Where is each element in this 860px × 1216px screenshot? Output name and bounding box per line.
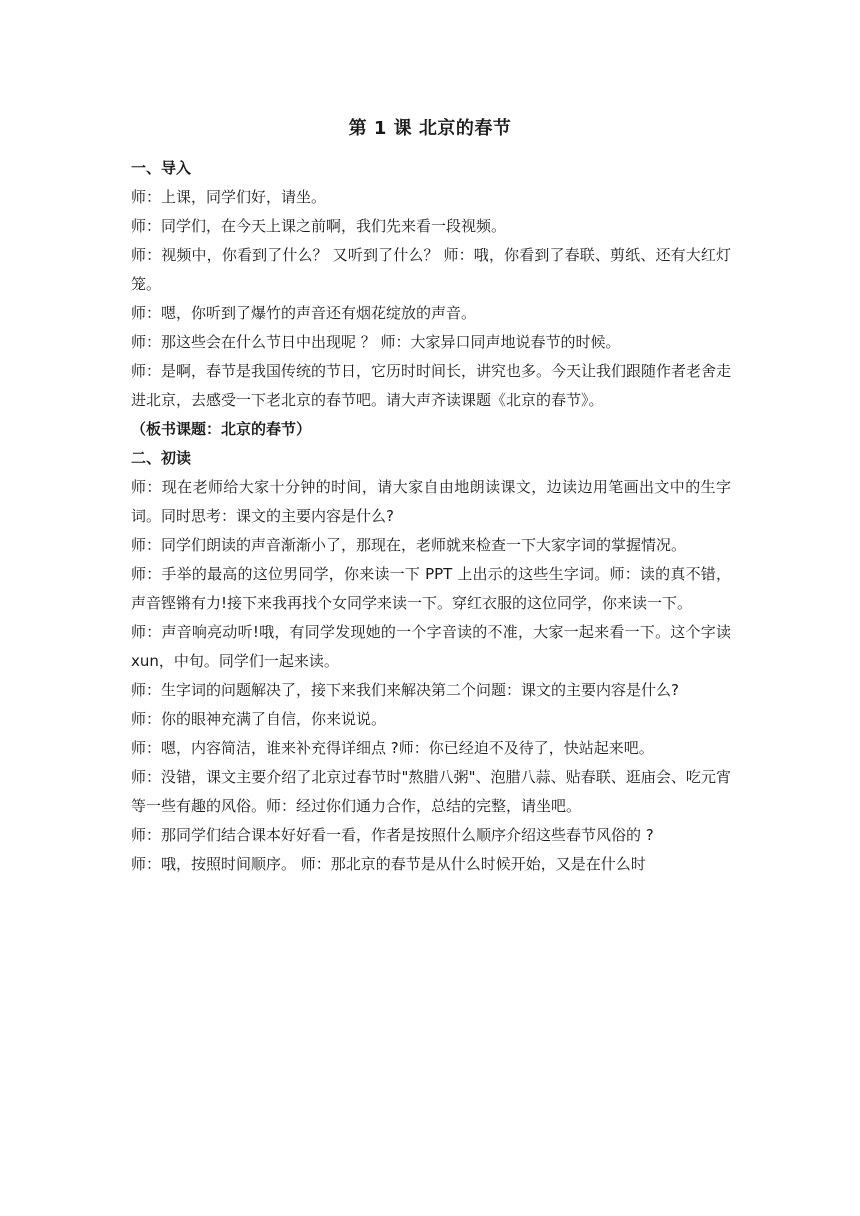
board-note: （板书课题：北京的春节） <box>131 420 312 438</box>
paragraph: 师：是啊，春节是我国传统的节日，它历时时间长，讲究也多。今天让我们跟随作者老舍走进北京，去感受一下老北京的春节吧。请大声齐读课题《北京的春节》。 <box>131 362 732 409</box>
paragraph: 师：嗯，你听到了爆竹的声音还有烟花绽放的声音。 <box>131 304 477 322</box>
paragraph: 师：那这些会在什么节日中出现呢 ？ 师：大家异口同声地说春节的时候。 <box>131 333 621 351</box>
lesson-title: 第 1 课 北京的春节 <box>348 118 512 139</box>
paragraph: 师：那同学们结合课本好好看一看，作者是按照什么顺序介绍这些春节风俗的 ? <box>131 826 654 844</box>
paragraph: 师：你的眼神充满了自信，你来说说。 <box>131 710 387 728</box>
paragraph: 师：没错，课文主要介绍了北京过春节时"熬腊八粥"、泡腊八蒜、贴春联、逛庙会、吃元宵等一些有趣的风俗。师：经过你们通力合作，总结的完整，请坐吧。 <box>131 768 731 815</box>
paragraph: 师：视频中，你看到了什么？ 又听到了什么？ 师：哦，你看到了春联、剪纸、还有大红灯笼。 <box>131 246 731 293</box>
paragraph: 师：哦，按照时间顺序。 师：那北京的春节是从什么时候开始，又是在什么时 <box>131 855 646 873</box>
section-heading-first-read: 二、初读 <box>131 449 192 467</box>
paragraph: 师：同学们，在今天上课之前啊，我们先来看一段视频。 <box>131 217 507 235</box>
paragraph: 师：上课，同学们好，请坐。 <box>131 188 327 206</box>
paragraph: 师：手举的最高的这位男同学，你来读一下 PPT 上出示的这些生字词。师：读的真不错，声音铿锵有力!接下来我再找个女同学来读一下。穿红衣服的这位同学，你来读一下。 <box>131 565 731 612</box>
paragraph: 师：嗯，内容简洁，谁来补充得详细点 ?师：你已经迫不及待了，快站起来吧。 <box>131 739 654 757</box>
document-body <box>131 154 731 879</box>
paragraph: 师：现在老师给大家十分钟的时间，请大家自由地朗读课文，边读边用笔画出文中的生字词。同时思考：课文的主要内容是什么? <box>131 478 731 525</box>
paragraph: 师：声音响亮动听!哦，有同学发现她的一个字音读的不准，大家一起来看一下。这个字读 xun，中旬。同学们一起来读。 <box>131 623 731 670</box>
paragraph: 师：同学们朗读的声音渐渐小了，那现在，老师就来检查一下大家字词的掌握情况。 <box>131 536 687 554</box>
paragraph: 师：生字词的问题解决了，接下来我们来解决第二个问题：课文的主要内容是什么? <box>131 681 679 699</box>
section-heading-intro: 一、导入 <box>131 159 192 177</box>
